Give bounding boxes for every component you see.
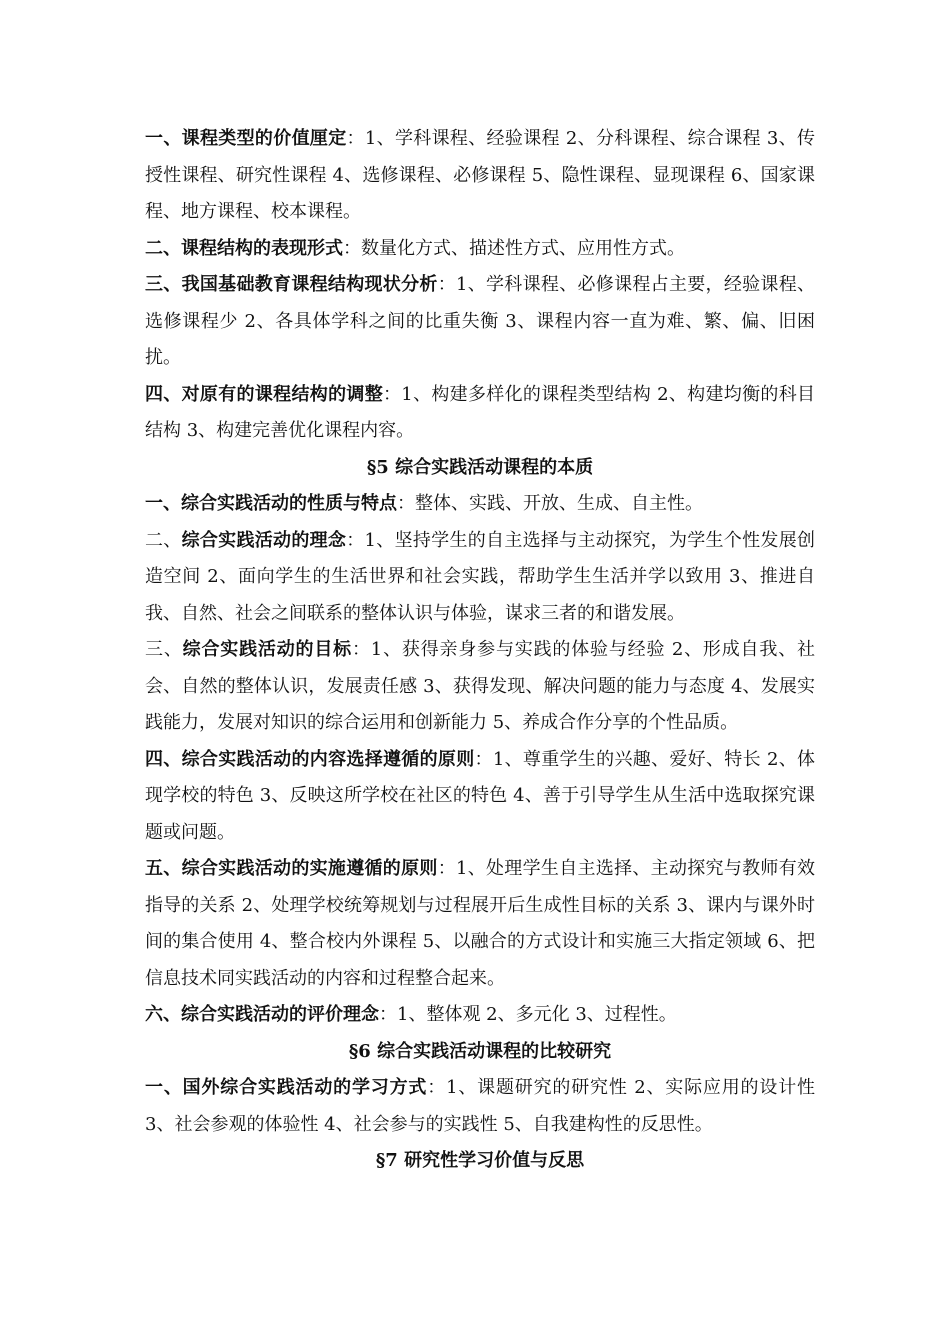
paragraph-prefix: 二、 xyxy=(145,529,182,551)
paragraph-term: 三、我国基础教育课程结构现状分析 xyxy=(145,274,438,295)
paragraph-term: 综合实践活动的理念 xyxy=(181,529,347,551)
paragraph-term: 四、综合实践活动的内容选择遵循的原则 xyxy=(145,748,475,770)
paragraph-structure-forms xyxy=(145,231,815,268)
paragraph-term: 综合实践活动的目标 xyxy=(182,639,352,660)
paragraph-content-principles xyxy=(145,742,815,852)
paragraph-structure-adjustment xyxy=(145,377,815,450)
paragraph-text: ：整体、实践、开放、生成、自主性。 xyxy=(397,493,703,514)
paragraph-text: ：1、构建多样化的课程类型结构 2、构建均衡的科目结构 3、构建完善优化课程内容。 xyxy=(145,383,816,441)
section-heading-7: §7 研究性学习价值与反思 xyxy=(375,1150,585,1171)
section-heading-6: §6 综合实践活动课程的比较研究 xyxy=(348,1040,612,1062)
paragraph-text: ：1、整体观 2、多元化 3、过程性。 xyxy=(379,1004,677,1025)
paragraph-term: 二、课程结构的表现形式 xyxy=(145,237,343,259)
paragraph-text: ：1、获得亲身参与实践的体验与经验 2、形成自我、社会、自然的整体认识，发展责任感 3、获得发现、解决问题的能力与态度 4、发展实践能力，发展对知识的综合运用和创新能力 5、养成合作分享的个性品质。 xyxy=(145,639,816,733)
paragraph-text: ：1、学科课程、必修课程占主要，经验课程、选修课程少 2、各具体学科之间的比重失衡 3、课程内容一直为难、繁、偏、旧困扰。 xyxy=(145,274,815,368)
paragraph-nature-features xyxy=(145,486,815,523)
paragraph-term: 五、综合实践活动的实施遵循的原则 xyxy=(145,858,438,879)
paragraph-text: ：1、处理学生自主选择、主动探究与教师有效指导的关系 2、处理学校统筹规划与过程展开后生成性目标的关系 3、课内与课外时间的集合使用 4、整合校内外课程 5、以融合的方式设计和实施三大指定领域 6、把信息技术同实践活动的内容和过程整合起来。 xyxy=(145,858,815,989)
paragraph-evaluation xyxy=(145,997,815,1034)
paragraph-philosophy xyxy=(145,523,815,633)
section-heading-5: §5 综合实践活动课程的本质 xyxy=(366,456,594,478)
paragraph-prefix: 三、 xyxy=(145,639,183,660)
paragraph-term: 一、综合实践活动的性质与特点 xyxy=(145,493,397,514)
paragraph-text: ：1、尊重学生的兴趣、爱好、特长 2、体现学校的特色 3、反映这所学校在社区的特色 4、善于引导学生从生活中选取探究课题或问题。 xyxy=(145,748,816,843)
paragraph-text: ：1、学科课程、经验课程 2、分科课程、综合课程 3、传授性课程、研究性课程 4、选修课程、必修课程 5、隐性课程、显现课程 6、国家课程、地方课程、校本课程。 xyxy=(145,128,815,222)
paragraph-text: ：数量化方式、描述性方式、应用性方式。 xyxy=(343,237,685,259)
paragraph-term: 一、国外综合实践活动的学习方式 xyxy=(145,1077,428,1098)
paragraph-goals xyxy=(145,632,815,742)
paragraph-text: ：1、课题研究的研究性 2、实际应用的设计性 3、社会参观的体验性 4、社会参与的实践性 5、自我建构性的反思性。 xyxy=(145,1077,816,1135)
paragraph-course-type-value xyxy=(145,121,815,231)
paragraph-implementation-principles xyxy=(145,851,815,997)
paragraph-term: 四、对原有的课程结构的调整 xyxy=(145,383,383,405)
paragraph-foreign-learning xyxy=(145,1070,815,1143)
paragraph-term: 一、课程类型的价值厘定 xyxy=(145,128,347,149)
document-body xyxy=(145,121,815,1180)
paragraph-text: ：1、坚持学生的自主选择与主动探究，为学生个性发展创造空间 2、面向学生的生活世界和社会实践，帮助学生生活并学以致用 3、推进自我、自然、社会之间联系的整体认识与体验，谋求三者的和谐发展。 xyxy=(145,529,816,624)
paragraph-term: 六、综合实践活动的评价理念 xyxy=(145,1004,379,1025)
paragraph-structure-analysis xyxy=(145,267,815,377)
